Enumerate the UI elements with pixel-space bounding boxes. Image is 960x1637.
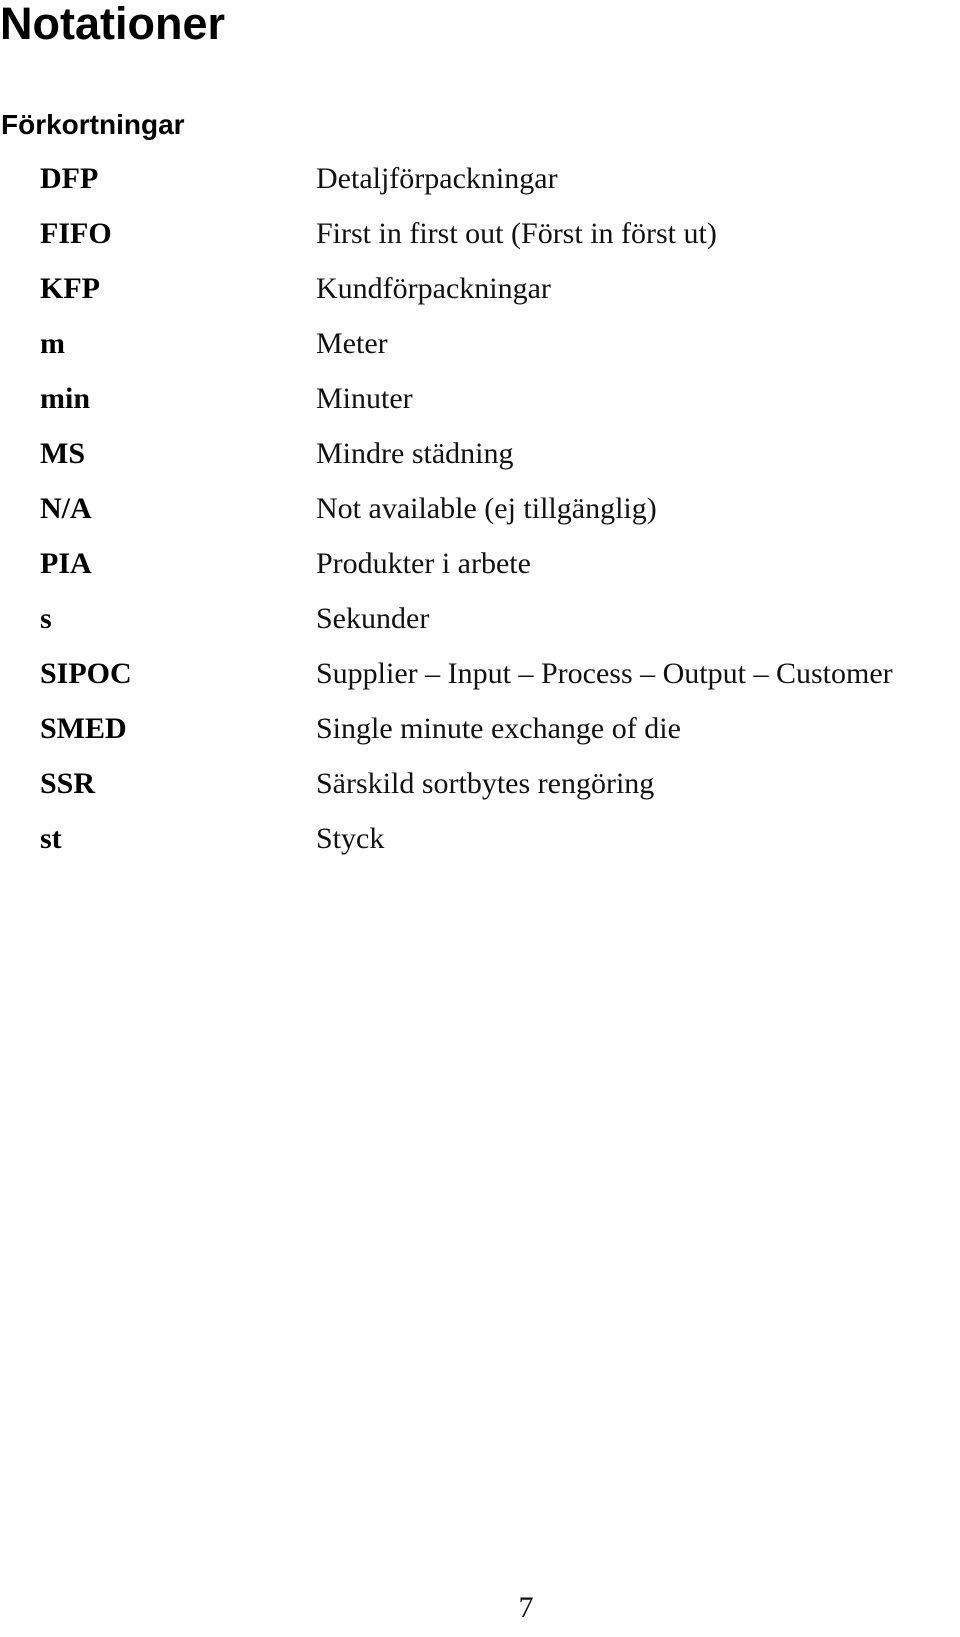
abbreviation-term: st <box>40 822 62 855</box>
abbreviation-row-st <box>0 815 960 870</box>
abbreviation-row-kfp <box>0 265 960 320</box>
abbreviation-row-dfp <box>0 155 960 210</box>
abbreviation-term: m <box>40 327 65 360</box>
section-heading: Förkortningar <box>1 109 185 140</box>
abbreviation-meaning: Detaljförpackningar <box>316 162 558 195</box>
abbreviation-meaning: Meter <box>316 327 388 360</box>
abbreviation-row-sipoc <box>0 650 960 705</box>
abbreviation-term: DFP <box>40 162 99 195</box>
abbreviation-term: MS <box>40 437 85 470</box>
abbreviation-term: SMED <box>40 712 127 745</box>
abbreviation-meaning: First in first out (Först in först ut) <box>316 217 717 250</box>
abbreviation-term: FIFO <box>40 217 112 250</box>
abbreviation-meaning: Single minute exchange of die <box>316 712 681 745</box>
abbreviation-meaning: Mindre städning <box>316 437 514 470</box>
abbreviation-row-fifo <box>0 210 960 265</box>
abbreviation-row-s <box>0 595 960 650</box>
abbreviation-meaning: Sekunder <box>316 602 430 635</box>
abbreviation-row-na <box>0 485 960 540</box>
abbreviation-row-min <box>0 375 960 430</box>
abbreviation-meaning: Produkter i arbete <box>316 547 531 580</box>
page-title: Notationer <box>0 0 225 49</box>
abbreviation-term: SSR <box>40 767 96 800</box>
abbreviation-term: PIA <box>40 547 92 580</box>
abbreviation-meaning: Minuter <box>316 382 413 415</box>
abbreviation-row-smed <box>0 705 960 760</box>
abbreviation-list <box>0 155 960 870</box>
abbreviation-meaning: Not available (ej tillgänglig) <box>316 492 657 525</box>
abbreviation-row-m <box>0 320 960 375</box>
abbreviation-term: N/A <box>40 492 92 525</box>
page-number: 7 <box>518 1591 534 1624</box>
abbreviation-term: SIPOC <box>40 657 132 690</box>
abbreviation-meaning: Styck <box>316 822 385 855</box>
abbreviation-term: KFP <box>40 272 100 305</box>
abbreviation-term: min <box>40 382 91 415</box>
abbreviation-meaning: Kundförpackningar <box>316 272 551 305</box>
abbreviation-row-ms <box>0 430 960 485</box>
abbreviation-row-pia <box>0 540 960 595</box>
abbreviation-meaning: Särskild sortbytes rengöring <box>316 767 655 800</box>
abbreviation-row-ssr <box>0 760 960 815</box>
abbreviation-term: s <box>40 602 52 635</box>
abbreviation-meaning: Supplier – Input – Process – Output – Customer <box>316 657 893 690</box>
